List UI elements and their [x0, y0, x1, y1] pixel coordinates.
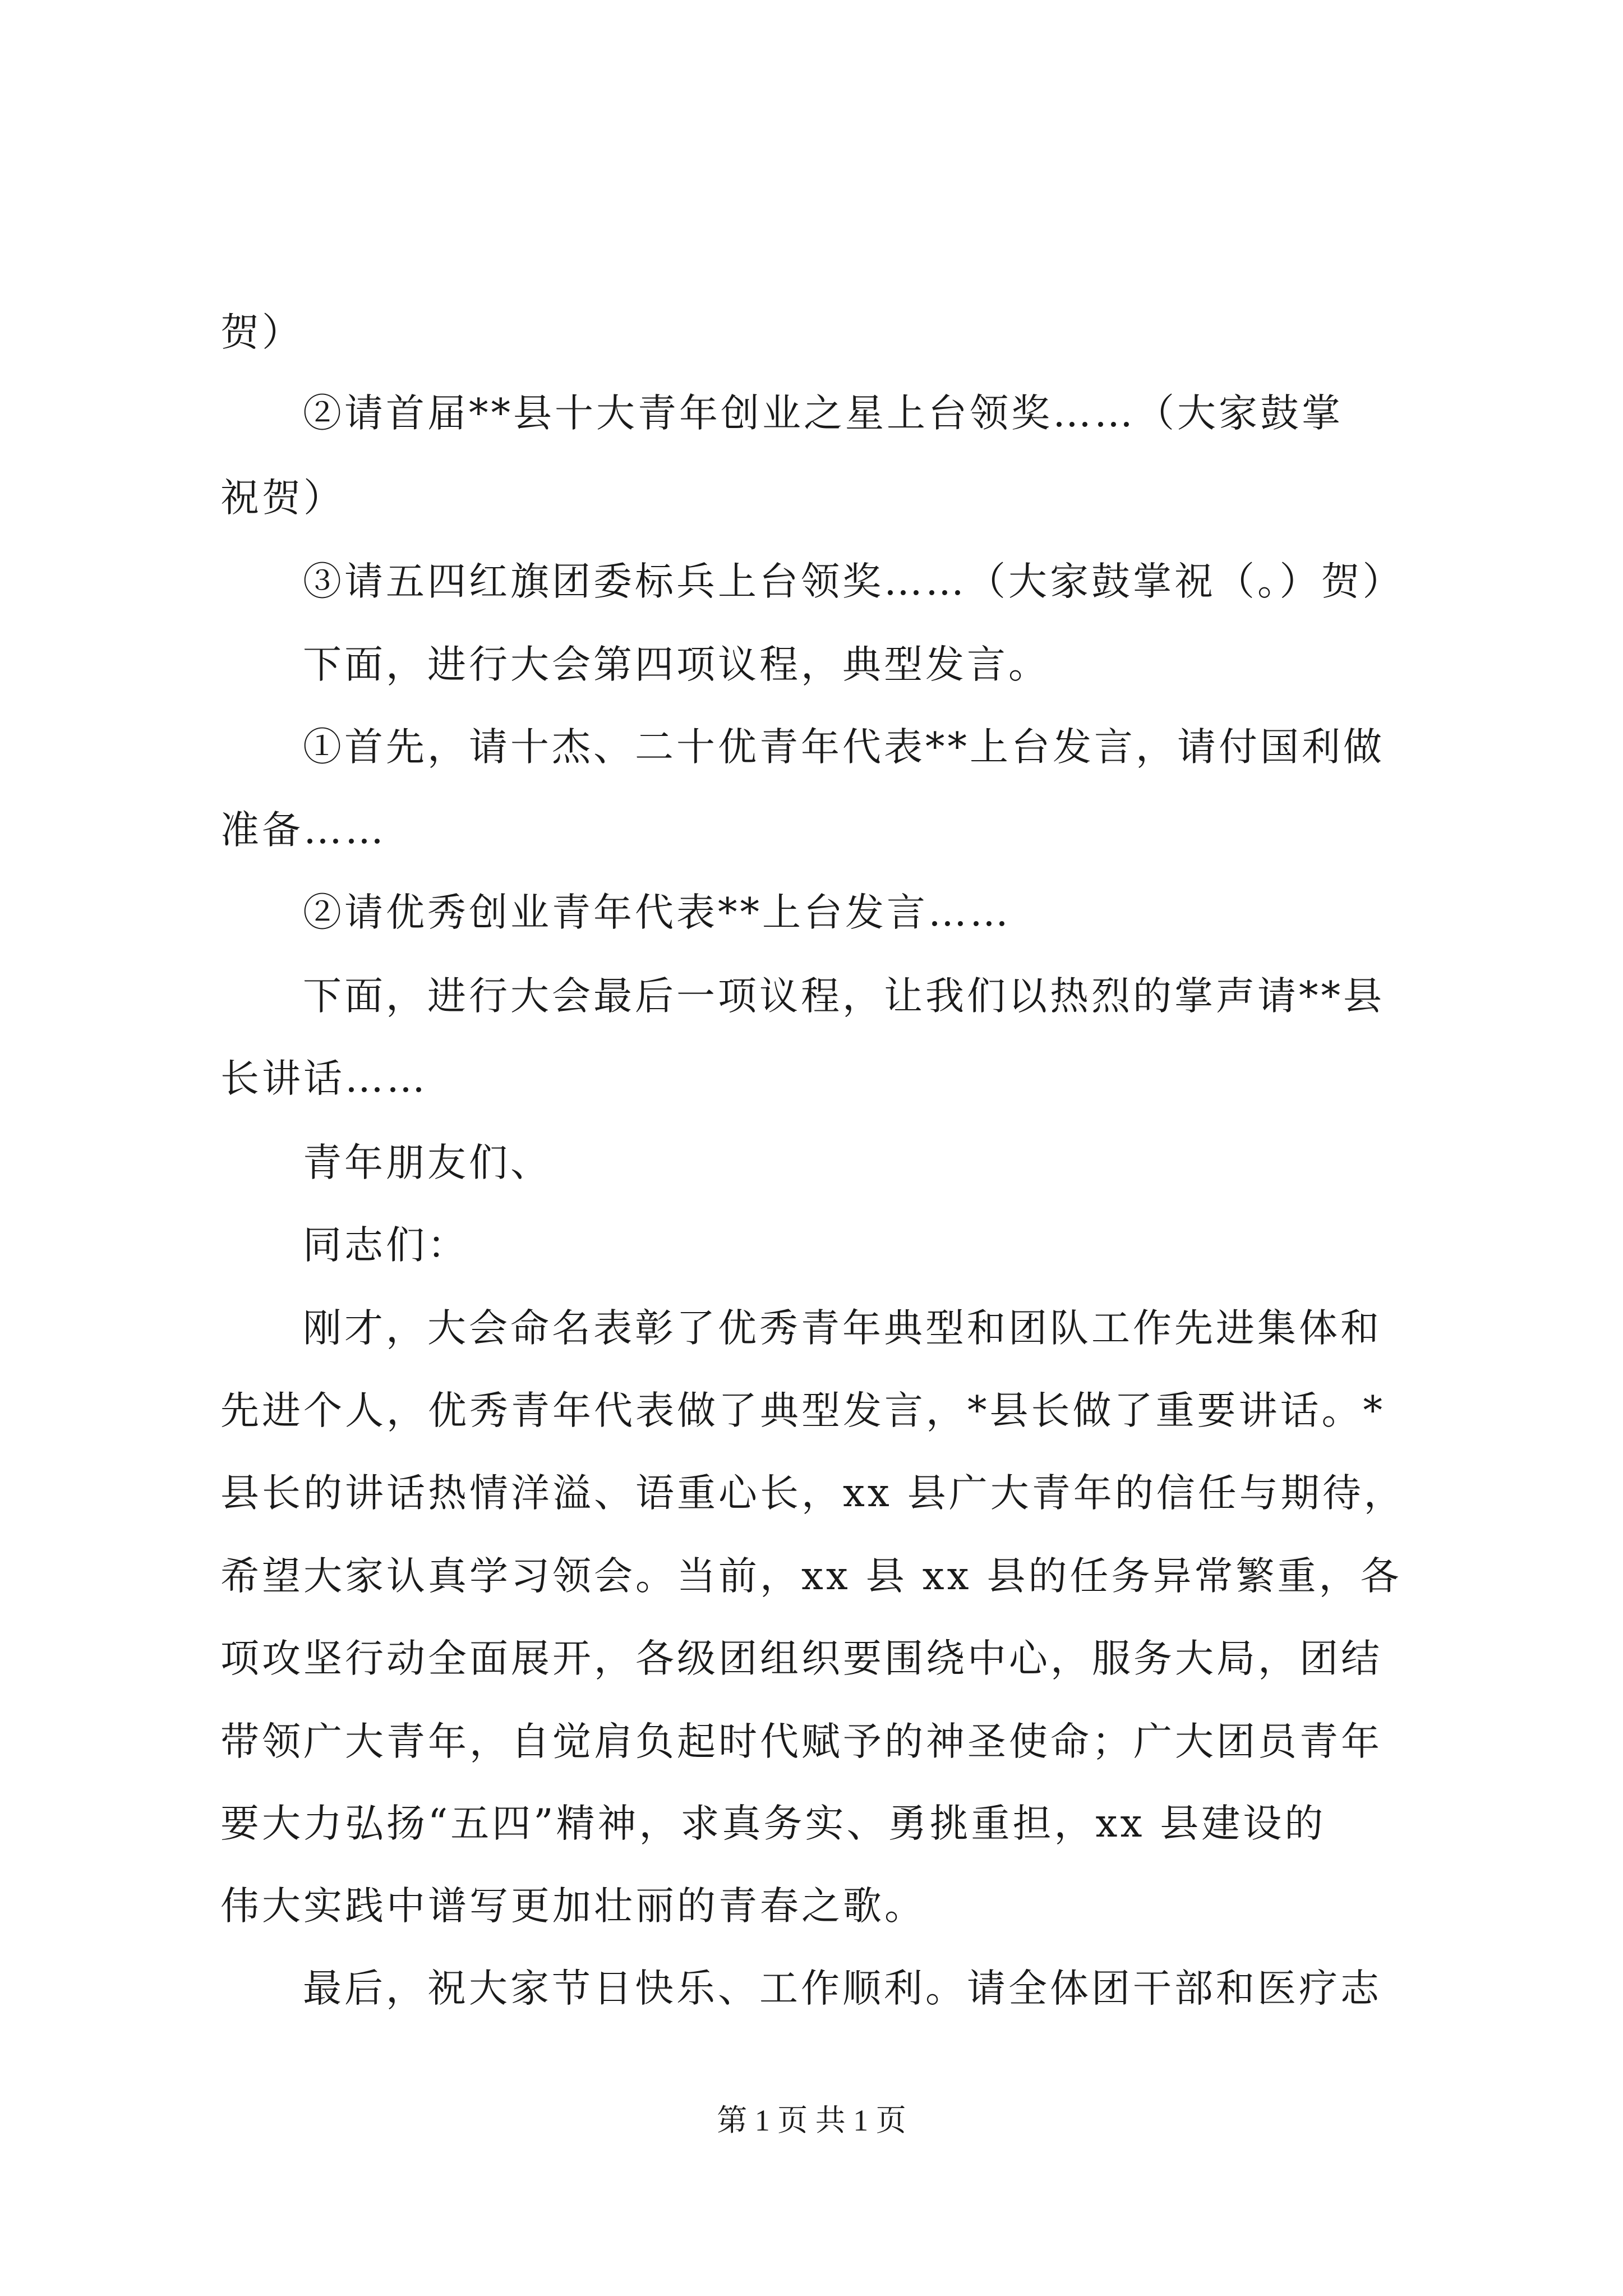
- text-line: 下面，进行大会最后一项议程，让我们以热烈的掌声请**县: [303, 974, 1385, 1019]
- text-line: 先进个人，优秀青年代表做了典型发言，*县长做了重要讲话。*: [220, 1388, 1385, 1433]
- text-line: 刚才，大会命名表彰了优秀青年典型和团队工作先进集体和: [303, 1306, 1382, 1351]
- text-line: ①首先，请十杰、二十优青年代表**上台发言，请付国利做: [303, 725, 1385, 770]
- text-line: 最后，祝大家节日快乐、工作顺利。请全体团干部和医疗志: [303, 1966, 1382, 2011]
- text-line: 要大力弘扬“五四”精神，求真务实、勇挑重担，xx 县建设的: [220, 1801, 1326, 1846]
- text-line: 青年朋友们、: [303, 1140, 552, 1185]
- page-number-footer: 第 1 页 共 1 页: [717, 2104, 906, 2137]
- text-line: 希望大家认真学习领会。当前，xx 县 xx 县的任务异常繁重，各: [220, 1554, 1402, 1599]
- text-line: 带领广大青年，自觉肩负起时代赋予的神圣使命；广大团员青年: [220, 1719, 1382, 1764]
- text-line: ②请优秀创业青年代表**上台发言……: [303, 890, 1011, 935]
- text-line: 伟大实践中谱写更加壮丽的青春之歌。: [220, 1884, 926, 1929]
- text-line: 祝贺）: [220, 476, 345, 521]
- text-line: 贺）: [220, 310, 303, 355]
- text-line: 同志们：: [303, 1223, 469, 1268]
- text-line: 县长的讲话热情洋溢、语重心长，xx 县广大青年的信任与期待，: [220, 1471, 1405, 1516]
- text-line: 长讲话……: [220, 1056, 428, 1101]
- text-line: ③请五四红旗团委标兵上台领奖……（大家鼓掌祝（。）贺）: [303, 559, 1404, 604]
- text-line: 下面，进行大会第四项议程，典型发言。: [303, 642, 1050, 687]
- text-line: ②请首届**县十大青年创业之星上台领奖……（大家鼓掌: [303, 391, 1343, 436]
- text-line: 项攻坚行动全面展开，各级团组织要围绕中心，服务大局，团结: [220, 1636, 1382, 1681]
- text-line: 准备……: [220, 808, 386, 853]
